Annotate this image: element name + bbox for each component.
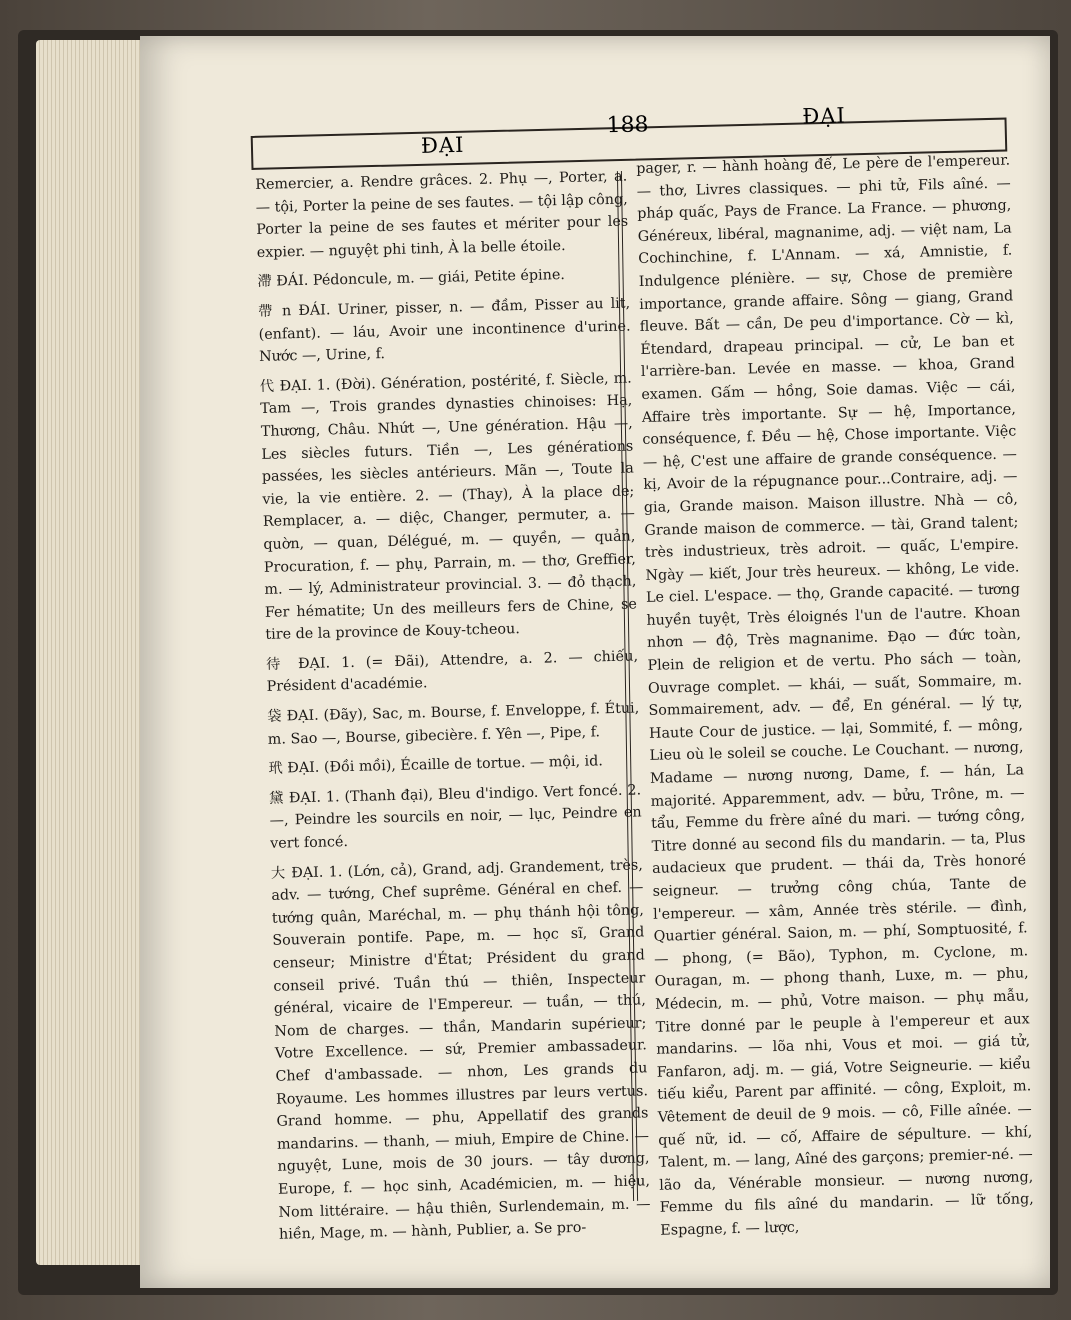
entry-paragraph: Remercier, a. Rendre grâces. 2. Phụ —, Porter, a. — tội, Porter la peine de ses fautes. — tội lập công, Porter la peine de ses fautes et mériter pour les expier. — nguyệt phi tinh, À la belle étoile. xyxy=(255,168,629,261)
entry-paragraph: 帶 n ĐÁI. Uriner, pisser, n. — đầm, Pisser au lit, (enfant). — láu, Avoir une incontinence d'urine. Nước —, Urine, f. xyxy=(257,295,631,366)
entry-paragraph: 待 ĐẠI. 1. (= Đãi), Attendre, a. 2. — chiếu, Président d'académie. xyxy=(265,648,639,696)
right-column xyxy=(636,150,1035,1243)
entry-paragraph: 滯 ĐÁI. Pédoncule, m. — giái, Petite épine. xyxy=(257,267,566,291)
entry-paragraph: 大 ĐẠI. 1. (Lớn, cả), Grand, adj. Grandement, très, adv. — tướng, Chef suprême. Général en chef. — tướng quân, Maréchal, m. — phụ thánh hội tông, Souverain pontife. Pape, m. — học sĩ, Grand censeur; Ministre d'État; Président du grand conseil privé. Tuần thú — thiên, Inspecteur général, vicaire de l'Empereur. — tuần, — thú, Nom de charges. — thần, Mandarin supérieur; Votre Excellence. — sứ, Premier ambassadeur. Chef d'ambassade. — nhơn, Les grands du Royaume. Les hommes illustres par leurs vertus. Grand homme. — phu, Appellatif des grands mandarins. — thanh, — miuh, Empire de Chine. — nguyệt, Lune, mois de 30 jours. — tây dương, Europe, f. — học sinh, Académicien, m. — hiệu, Nom littéraire. — hậu thiên, Surlendemain, m. — hiền, Mage, m. — hành, Publier, a. Se pro- xyxy=(270,857,651,1243)
running-head-right: ĐẠI xyxy=(802,103,847,129)
entry-paragraph: pager, r. — hành hoàng đế, Le père de l'empereur. — thơ, Livres classiques. — phi tử, Fils aîné. — pháp quấc, Pays de France. La France. — phương, Généreux, libéral, magnanime, adj. — việt nam, La Cochinchine, f. L'Annam. — xá, Amnistie, f. Indulgence plénière. — sự, Chose de première importance, grande affaire. Sông — giang, Grand fleuve. Bất — cần, De peu d'importance. Cờ — kì, Étendard, drapeau principal. — cử, Le ban et l'arrière-ban. Levée en masse. — khoa, Grand examen. Gấm — hồng, Soie damas. Việc — cái, Affaire très importante. Sự — hệ, Importance, conséquence, f. Đều — hệ, Chose importante. Việc — hệ, C'est une affaire de grande conséquence. — kị, Avoir de la répugnance pour...Contraire, adj. — gia, Grande maison. Maison illustre. Nhà — cô, Grande maison de commerce. — tài, Grand talent; très industrieux, très adroit. — quấc, L'empire. Ngày — kiết, Jour très heureux. — không, Le vide. Le ciel. L'espace. — thọ, Grande capacité. — tương huyền tuyệt, Très éloignés l'un de l'autre. Khoan nhơn — độ, Très magnanime. Đạo — đức toàn, Plein de religion et de vertu. Pho sách — toàn, Ouvrage complet. — khái, — suất, Sommaire, m. Sommairement, adv. — để, En général. — lý tự, Haute Cour de justice. — lại, Sommité, f. — mông, Lieu où le soleil se couche. Le Couchant. — nương, Madame — nương nương, Dame, f. — hán, La majorité. Apparemment, adv. — bửu, Trône, m. — tẩu, Femme du frère aîné du mari. — tướng công, Titre donné au second fils du mandarin. — ta, Plus audacieux que prudent. — thái da, Très honoré seigneur. — trưởng công chúa, Tante de l'empereur. — xâm, Année très stérile. — đình, Quartier général. Saion, m. — phí, Somptuosité, f. — phong, (= Bão), Typhon, m. Cyclone, m. Ouragan, m. — phong thanh, Luxe, m. — phu, Médecin, m. — phủ, Votre maison. — phụ mẫu, Titre donné par le peuple à l'empereur et aux mandarins. — lõa nhi, Vous et moi. — giá tử, Fanfaron, adj. m. — giá, Votre Seigneurie. — kiểu tiếu kiểu, Parent par affinité. — công, Exploit, m. Vêtement de deuil de 9 mois. — cô, Fille aînée. — quế nữ, id. — cố, Affaire de sépulture. — khí, Talent, m. — lang, Aîné des garçons; premier-né. — lão da, Vénérable monsieur. — nương nương, Femme du fils aîné du mandarin. — lữ tống, Espagne, f. — lược, xyxy=(636,152,1034,1239)
entry-paragraph: 袋 ĐẠI. (Đãy), Sac, m. Bourse, f. Enveloppe, f. Étui, m. Sao —, Bourse, gibecière. f. Yên —, Pipe, f. xyxy=(267,700,640,748)
entry-paragraph: 黛 ĐẠI. 1. (Thanh đại), Bleu d'indigo. Vert foncé. 2. —, Peindre les sourcils en noir, — lục, Peindre en vert foncé. xyxy=(268,782,642,852)
book-page xyxy=(140,36,1050,1288)
left-column xyxy=(255,166,651,1247)
page-edges xyxy=(36,40,146,1265)
running-head-left: ĐẠI xyxy=(420,132,465,158)
page-number: 188 xyxy=(606,112,649,139)
entry-paragraph: 代 ĐẠI. 1. (Đời). Génération, postérité, f. Siècle, m. Tam —, Trois grandes dynasties chinoises: Hạ, Thương, Châu. Nhứt —, Une génération. Hậu —, Les siècles futurs. Tiền —, Les générations passées, les siècles antérieurs. Mãn —, Toute la vie, la vie entière. 2. — (Thay), À la place de; Remplacer, a. — diệc, Changer, permuter, a. — quờn, — quan, Délégué, m. — quyền, — quản, Procuration, f. — phụ, Parrain, m. — thơ, Greffier, m. — lý, Administrateur provincial. 3. — đỏ thạch, Fer hématite; Un des meilleurs fers de Chine, se tire de la province de Kouy-tcheou. xyxy=(259,370,638,644)
entry-paragraph: 玳 ĐẠI. (Đồi mồi), Écaille de tortue. — mội, id. xyxy=(268,753,604,778)
